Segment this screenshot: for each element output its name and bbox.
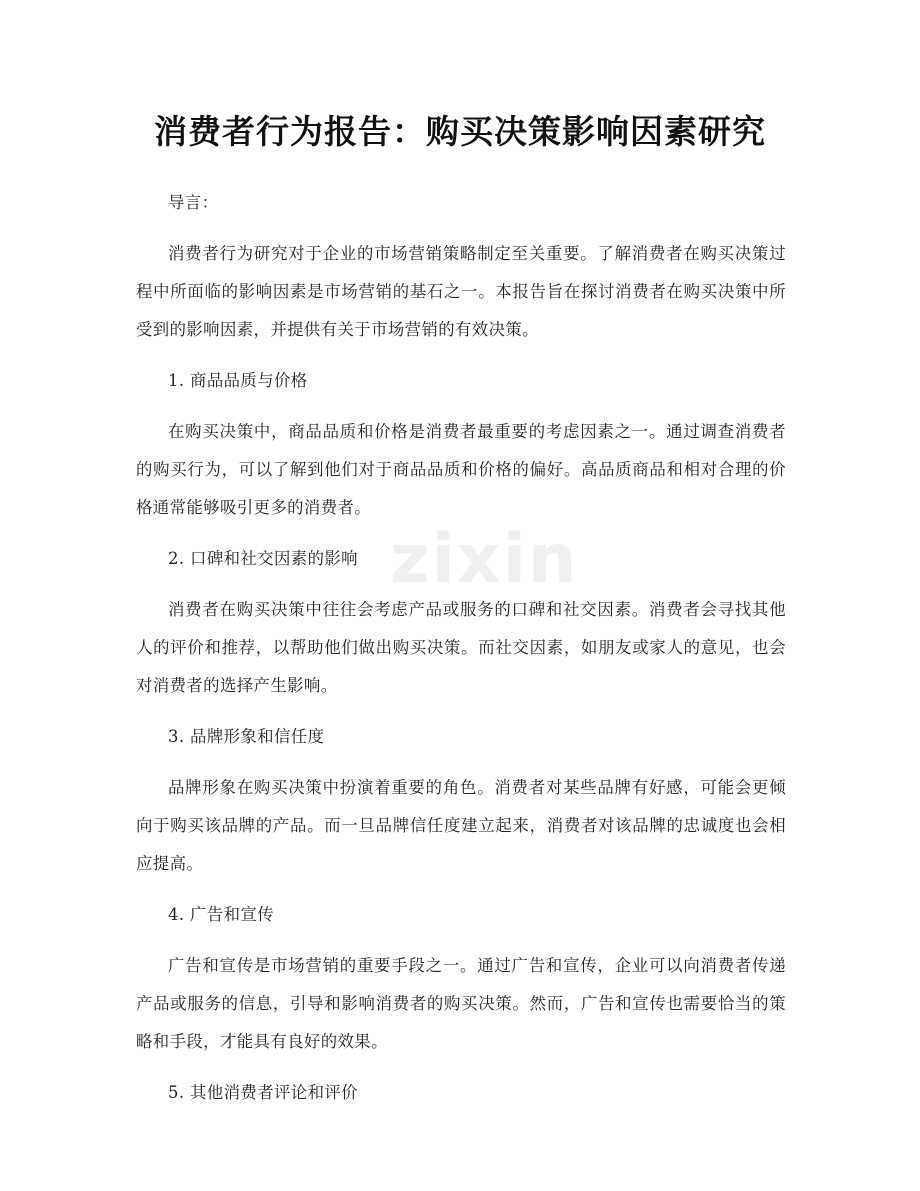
section-heading-4: 4. 广告和宣传 — [168, 905, 275, 924]
section-heading-2: 2. 口碑和社交因素的影响 — [168, 549, 358, 568]
section-paragraph-3: 品牌形象在购买决策中扮演着重要的角色。消费者对某些品牌有好感，可能会更倾向于购买该品牌的产品。而一旦品牌信任度建立起来，消费者对该品牌的忠诚度也会相应提高。 — [136, 778, 786, 873]
document-body — [136, 184, 786, 1112]
watermark: zixin — [390, 520, 579, 599]
section-paragraph-1: 在购买决策中，商品品质和价格是消费者最重要的考虑因素之一。通过调查消费者的购买行为，可以了解到他们对于商品品质和价格的偏好。高品质商品和相对合理的价格通常能够吸引更多的消费者。 — [136, 422, 786, 517]
section-heading-5: 5. 其他消费者评论和评价 — [168, 1083, 358, 1102]
section-paragraph-4: 广告和宣传是市场营销的重要手段之一。通过广告和宣传，企业可以向消费者传递产品或服务的信息，引导和影响消费者的购买决策。然而，广告和宣传也需要恰当的策略和手段，才能具有良好的效果。 — [136, 956, 786, 1051]
section-heading-1: 1. 商品品质与价格 — [168, 371, 308, 390]
document-title: 消费者行为报告：购买决策影响因素研究 — [154, 112, 766, 151]
intro-label: 导言： — [168, 193, 219, 212]
intro-paragraph: 消费者行为研究对于企业的市场营销策略制定至关重要。了解消费者在购买决策过程中所面临的影响因素是市场营销的基石之一。本报告旨在探讨消费者在购买决策中所受到的影响因素，并提供有关于市场营销的有效决策。 — [136, 244, 786, 339]
section-heading-3: 3. 品牌形象和信任度 — [168, 727, 325, 746]
section-paragraph-2: 消费者在购买决策中往往会考虑产品或服务的口碑和社交因素。消费者会寻找其他人的评价和推荐，以帮助他们做出购买决策。而社交因素，如朋友或家人的意见，也会对消费者的选择产生影响。 — [136, 600, 786, 695]
